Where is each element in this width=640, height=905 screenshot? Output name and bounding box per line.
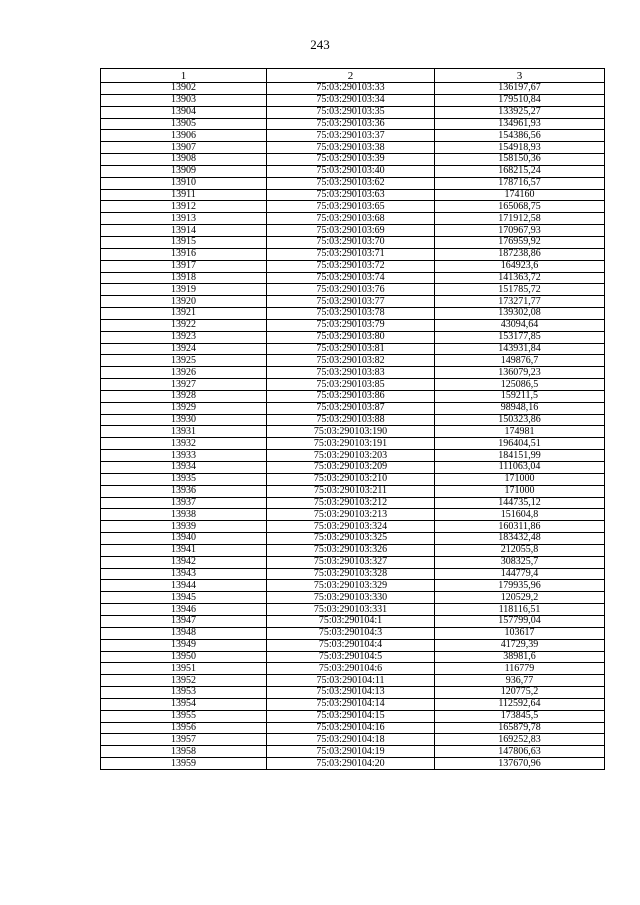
value-cell: 112592,64 [435, 698, 605, 710]
table-row [101, 367, 605, 379]
row-number-cell: 13938 [101, 509, 267, 521]
cadastral-number-cell: 75:03:290103:63 [267, 189, 435, 201]
value-cell: 98948,16 [435, 402, 605, 414]
table-row [101, 94, 605, 106]
row-number-cell: 13912 [101, 201, 267, 213]
header-row [101, 69, 605, 83]
table-row [101, 544, 605, 556]
cadastral-number-cell: 75:03:290104:15 [267, 710, 435, 722]
value-cell: 151785,72 [435, 284, 605, 296]
row-number-cell: 13921 [101, 308, 267, 320]
value-cell: 41729,39 [435, 639, 605, 651]
table-row [101, 83, 605, 95]
table-row [101, 663, 605, 675]
page-number: 243 [310, 37, 330, 52]
row-number-cell: 13914 [101, 225, 267, 237]
cadastral-number-cell: 75:03:290103:326 [267, 544, 435, 556]
table-row [101, 450, 605, 462]
value-cell: 157799,04 [435, 615, 605, 627]
table-row [101, 426, 605, 438]
table-row [101, 509, 605, 521]
value-cell: 125086,5 [435, 379, 605, 391]
table-header [101, 69, 605, 83]
value-cell: 149876,7 [435, 355, 605, 367]
row-number-cell: 13954 [101, 698, 267, 710]
cadastral-number-cell: 75:03:290103:40 [267, 165, 435, 177]
table-row [101, 177, 605, 189]
table-row [101, 615, 605, 627]
table-row [101, 687, 605, 699]
cadastral-number-cell: 75:03:290103:62 [267, 177, 435, 189]
cadastral-number-cell: 75:03:290103:36 [267, 118, 435, 130]
cadastral-number-cell: 75:03:290104:14 [267, 698, 435, 710]
cadastral-number-cell: 75:03:290103:211 [267, 485, 435, 497]
table-row [101, 734, 605, 746]
value-cell: 137670,96 [435, 758, 605, 770]
table-row [101, 236, 605, 248]
cadastral-number-cell: 75:03:290104:3 [267, 627, 435, 639]
cadastral-number-cell: 75:03:290103:209 [267, 462, 435, 474]
row-number-cell: 13942 [101, 556, 267, 568]
row-number-cell: 13930 [101, 414, 267, 426]
cadastral-number-cell: 75:03:290103:191 [267, 438, 435, 450]
row-number-cell: 13902 [101, 83, 267, 95]
table-row [101, 319, 605, 331]
column-header-1: 1 [101, 69, 267, 83]
value-cell: 183432,48 [435, 533, 605, 545]
table-row [101, 497, 605, 509]
cadastral-number-cell: 75:03:290103:33 [267, 83, 435, 95]
value-cell: 154386,56 [435, 130, 605, 142]
value-cell: 169252,83 [435, 734, 605, 746]
table-row [101, 390, 605, 402]
cadastral-number-cell: 75:03:290103:69 [267, 225, 435, 237]
cadastral-number-cell: 75:03:290104:16 [267, 722, 435, 734]
value-cell: 147806,63 [435, 746, 605, 758]
table-row [101, 533, 605, 545]
table-row [101, 722, 605, 734]
cadastral-number-cell: 75:03:290103:39 [267, 154, 435, 166]
row-number-cell: 13933 [101, 450, 267, 462]
cadastral-number-cell: 75:03:290103:34 [267, 94, 435, 106]
table-row [101, 758, 605, 770]
table-row [101, 592, 605, 604]
cadastral-number-cell: 75:03:290103:213 [267, 509, 435, 521]
table-row [101, 308, 605, 320]
value-cell: 308325,7 [435, 556, 605, 568]
value-cell: 165068,75 [435, 201, 605, 213]
cadastral-number-cell: 75:03:290103:65 [267, 201, 435, 213]
row-number-cell: 13906 [101, 130, 267, 142]
row-number-cell: 13918 [101, 272, 267, 284]
row-number-cell: 13919 [101, 284, 267, 296]
value-cell: 150323,86 [435, 414, 605, 426]
value-cell: 153177,85 [435, 331, 605, 343]
value-cell: 174160 [435, 189, 605, 201]
value-cell: 178716,57 [435, 177, 605, 189]
cadastral-number-cell: 75:03:290103:331 [267, 604, 435, 616]
value-cell: 179935,96 [435, 580, 605, 592]
value-cell: 120529,2 [435, 592, 605, 604]
value-cell: 173845,5 [435, 710, 605, 722]
row-number-cell: 13935 [101, 473, 267, 485]
row-number-cell: 13910 [101, 177, 267, 189]
table-row [101, 331, 605, 343]
table-row [101, 604, 605, 616]
table-row [101, 343, 605, 355]
row-number-cell: 13907 [101, 142, 267, 154]
row-number-cell: 13950 [101, 651, 267, 663]
cadastral-number-cell: 75:03:290104:19 [267, 746, 435, 758]
row-number-cell: 13944 [101, 580, 267, 592]
table-row [101, 651, 605, 663]
row-number-cell: 13937 [101, 497, 267, 509]
row-number-cell: 13946 [101, 604, 267, 616]
cadastral-number-cell: 75:03:290103:327 [267, 556, 435, 568]
cadastral-number-cell: 75:03:290103:79 [267, 319, 435, 331]
table-row [101, 580, 605, 592]
value-cell: 103617 [435, 627, 605, 639]
value-cell: 171000 [435, 485, 605, 497]
value-cell: 165879,78 [435, 722, 605, 734]
row-number-cell: 13926 [101, 367, 267, 379]
row-number-cell: 13953 [101, 687, 267, 699]
value-cell: 184151,99 [435, 450, 605, 462]
value-cell: 187238,86 [435, 248, 605, 260]
value-cell: 134961,93 [435, 118, 605, 130]
table-row [101, 118, 605, 130]
table-row [101, 521, 605, 533]
row-number-cell: 13922 [101, 319, 267, 331]
row-number-cell: 13952 [101, 675, 267, 687]
cadastral-number-cell: 75:03:290103:77 [267, 296, 435, 308]
value-cell: 164923,6 [435, 260, 605, 272]
value-cell: 151604,8 [435, 509, 605, 521]
cadastral-number-cell: 75:03:290103:72 [267, 260, 435, 272]
table-row [101, 130, 605, 142]
table-row [101, 201, 605, 213]
value-cell: 170967,93 [435, 225, 605, 237]
value-cell: 136079,23 [435, 367, 605, 379]
row-number-cell: 13917 [101, 260, 267, 272]
row-number-cell: 13909 [101, 165, 267, 177]
row-number-cell: 13956 [101, 722, 267, 734]
row-number-cell: 13904 [101, 106, 267, 118]
value-cell: 171000 [435, 473, 605, 485]
data-table [100, 68, 605, 770]
cadastral-number-cell: 75:03:290104:18 [267, 734, 435, 746]
row-number-cell: 13920 [101, 296, 267, 308]
table-row [101, 627, 605, 639]
table-row [101, 698, 605, 710]
row-number-cell: 13927 [101, 379, 267, 391]
value-cell: 116779 [435, 663, 605, 675]
cadastral-number-cell: 75:03:290104:5 [267, 651, 435, 663]
value-cell: 120775,2 [435, 687, 605, 699]
row-number-cell: 13903 [101, 94, 267, 106]
value-cell: 118116,51 [435, 604, 605, 616]
table-row [101, 165, 605, 177]
cadastral-number-cell: 75:03:290103:86 [267, 390, 435, 402]
table-row [101, 260, 605, 272]
cadastral-number-cell: 75:03:290103:78 [267, 308, 435, 320]
row-number-cell: 13959 [101, 758, 267, 770]
row-number-cell: 13958 [101, 746, 267, 758]
row-number-cell: 13905 [101, 118, 267, 130]
table-row [101, 568, 605, 580]
table-row [101, 225, 605, 237]
table-row [101, 355, 605, 367]
cadastral-number-cell: 75:03:290103:329 [267, 580, 435, 592]
cadastral-number-cell: 75:03:290104:20 [267, 758, 435, 770]
table-row [101, 189, 605, 201]
table-row [101, 746, 605, 758]
row-number-cell: 13929 [101, 402, 267, 414]
cadastral-number-cell: 75:03:290104:4 [267, 639, 435, 651]
row-number-cell: 13945 [101, 592, 267, 604]
cadastral-number-cell: 75:03:290103:80 [267, 331, 435, 343]
cadastral-number-cell: 75:03:290103:212 [267, 497, 435, 509]
cadastral-number-cell: 75:03:290103:83 [267, 367, 435, 379]
table-row [101, 106, 605, 118]
cadastral-number-cell: 75:03:290104:11 [267, 675, 435, 687]
cadastral-number-cell: 75:03:290103:330 [267, 592, 435, 604]
row-number-cell: 13949 [101, 639, 267, 651]
column-header-2: 2 [267, 69, 435, 83]
cadastral-number-cell: 75:03:290103:37 [267, 130, 435, 142]
value-cell: 38981,6 [435, 651, 605, 663]
table-row [101, 462, 605, 474]
row-number-cell: 13940 [101, 533, 267, 545]
value-cell: 143931,84 [435, 343, 605, 355]
cadastral-number-cell: 75:03:290103:87 [267, 402, 435, 414]
value-cell: 144735,12 [435, 497, 605, 509]
table-row [101, 213, 605, 225]
value-cell: 212055,8 [435, 544, 605, 556]
value-cell: 111063,04 [435, 462, 605, 474]
cadastral-number-cell: 75:03:290103:85 [267, 379, 435, 391]
table-row [101, 639, 605, 651]
value-cell: 43094,64 [435, 319, 605, 331]
value-cell: 936,77 [435, 675, 605, 687]
row-number-cell: 13947 [101, 615, 267, 627]
table-row [101, 379, 605, 391]
row-number-cell: 13936 [101, 485, 267, 497]
value-cell: 171912,58 [435, 213, 605, 225]
table-row [101, 675, 605, 687]
row-number-cell: 13955 [101, 710, 267, 722]
value-cell: 173271,77 [435, 296, 605, 308]
value-cell: 159211,5 [435, 390, 605, 402]
row-number-cell: 13939 [101, 521, 267, 533]
cadastral-number-cell: 75:03:290103:71 [267, 248, 435, 260]
cadastral-number-cell: 75:03:290103:38 [267, 142, 435, 154]
table-row [101, 402, 605, 414]
value-cell: 139302,08 [435, 308, 605, 320]
cadastral-number-cell: 75:03:290104:1 [267, 615, 435, 627]
table-body [101, 83, 605, 770]
row-number-cell: 13941 [101, 544, 267, 556]
value-cell: 174981 [435, 426, 605, 438]
value-cell: 133925,27 [435, 106, 605, 118]
value-cell: 144779,4 [435, 568, 605, 580]
row-number-cell: 13923 [101, 331, 267, 343]
cadastral-number-cell: 75:03:290103:82 [267, 355, 435, 367]
row-number-cell: 13915 [101, 236, 267, 248]
cadastral-number-cell: 75:03:290103:325 [267, 533, 435, 545]
cadastral-number-cell: 75:03:290104:6 [267, 663, 435, 675]
cadastral-number-cell: 75:03:290103:210 [267, 473, 435, 485]
row-number-cell: 13924 [101, 343, 267, 355]
table-row [101, 473, 605, 485]
row-number-cell: 13925 [101, 355, 267, 367]
cadastral-number-cell: 75:03:290103:68 [267, 213, 435, 225]
value-cell: 141363,72 [435, 272, 605, 284]
table-row [101, 248, 605, 260]
cadastral-number-cell: 75:03:290103:203 [267, 450, 435, 462]
value-cell: 158150,36 [435, 154, 605, 166]
value-cell: 179510,84 [435, 94, 605, 106]
cadastral-number-cell: 75:03:290103:81 [267, 343, 435, 355]
table-row [101, 710, 605, 722]
table-row [101, 438, 605, 450]
cadastral-number-cell: 75:03:290103:190 [267, 426, 435, 438]
value-cell: 176959,92 [435, 236, 605, 248]
table-row [101, 414, 605, 426]
cadastral-number-cell: 75:03:290103:324 [267, 521, 435, 533]
table-row [101, 142, 605, 154]
cadastral-number-cell: 75:03:290104:13 [267, 687, 435, 699]
row-number-cell: 13934 [101, 462, 267, 474]
cadastral-number-cell: 75:03:290103:74 [267, 272, 435, 284]
row-number-cell: 13908 [101, 154, 267, 166]
cadastral-number-cell: 75:03:290103:76 [267, 284, 435, 296]
table-row [101, 296, 605, 308]
row-number-cell: 13948 [101, 627, 267, 639]
column-header-3: 3 [435, 69, 605, 83]
table-row [101, 485, 605, 497]
row-number-cell: 13932 [101, 438, 267, 450]
row-number-cell: 13943 [101, 568, 267, 580]
row-number-cell: 13931 [101, 426, 267, 438]
cadastral-number-cell: 75:03:290103:70 [267, 236, 435, 248]
table-row [101, 154, 605, 166]
cadastral-number-cell: 75:03:290103:88 [267, 414, 435, 426]
row-number-cell: 13951 [101, 663, 267, 675]
row-number-cell: 13916 [101, 248, 267, 260]
table-row [101, 272, 605, 284]
row-number-cell: 13911 [101, 189, 267, 201]
value-cell: 196404,51 [435, 438, 605, 450]
cadastral-number-cell: 75:03:290103:35 [267, 106, 435, 118]
table-row [101, 556, 605, 568]
row-number-cell: 13957 [101, 734, 267, 746]
row-number-cell: 13928 [101, 390, 267, 402]
value-cell: 168215,24 [435, 165, 605, 177]
cadastral-number-cell: 75:03:290103:328 [267, 568, 435, 580]
table-row [101, 284, 605, 296]
value-cell: 154918,93 [435, 142, 605, 154]
value-cell: 136197,67 [435, 83, 605, 95]
row-number-cell: 13913 [101, 213, 267, 225]
value-cell: 160311,86 [435, 521, 605, 533]
